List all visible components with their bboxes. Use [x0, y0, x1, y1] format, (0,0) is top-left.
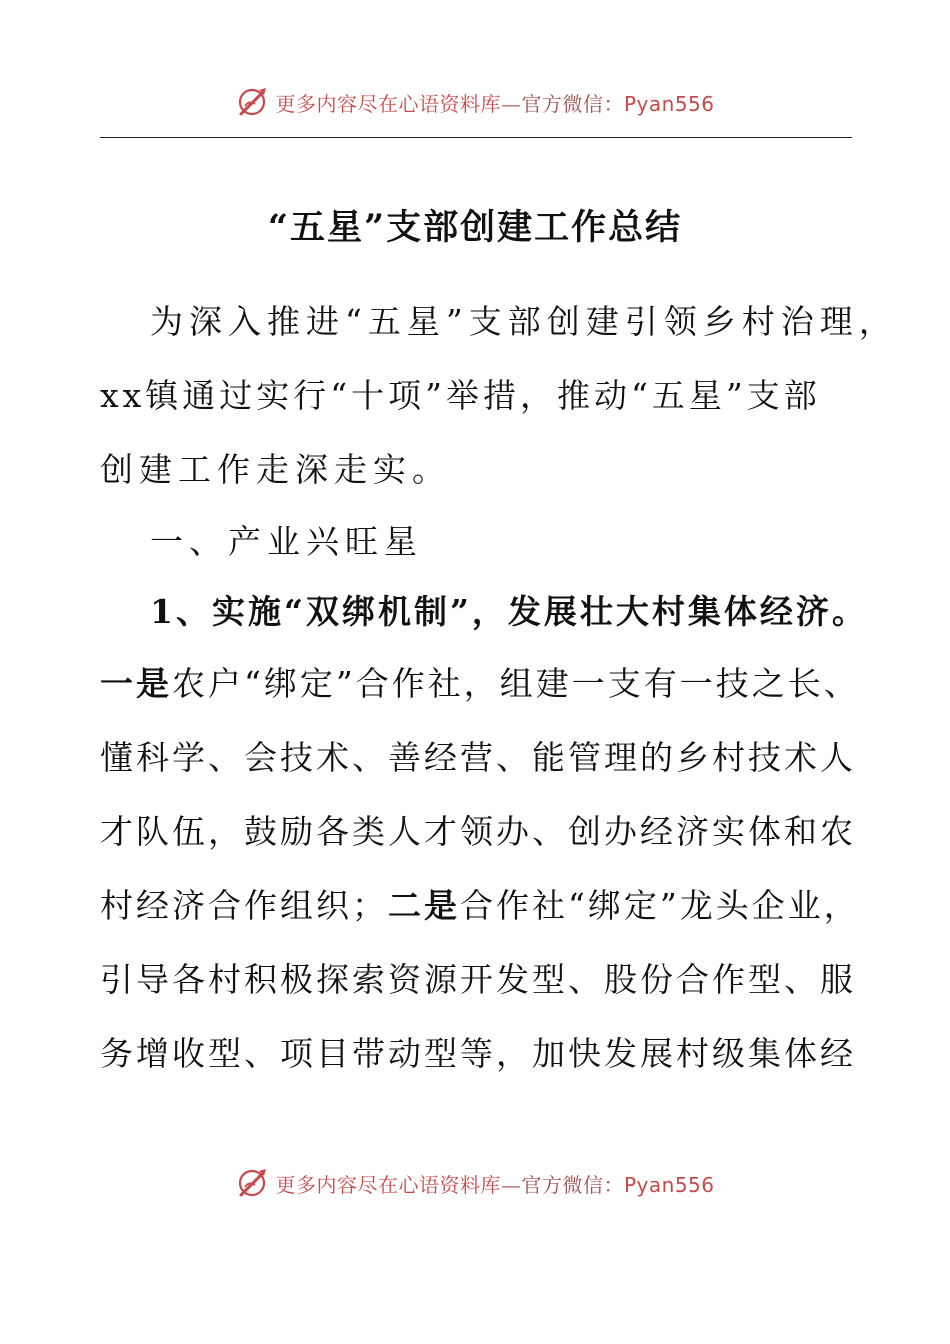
- header-wechat-id: Pyan556: [623, 91, 715, 116]
- paragraph-line-4: [100, 884, 860, 928]
- header-watermark-text: 更多内容尽在心语资料库: [275, 91, 501, 116]
- point-two-label: 二是: [388, 886, 460, 925]
- document-title: “五星”支部创建工作总结: [267, 207, 683, 248]
- header-wechat-label: 官方微信：: [521, 91, 624, 116]
- paragraph-line-1-text: 农户“绑定”合作社，组建一支有一技之长、: [172, 664, 860, 703]
- header-watermark: [0, 82, 950, 122]
- paragraph-line-2: 懂科学、会技术、善经营、能管理的乡村技术人: [100, 738, 856, 777]
- header-dash: —: [500, 91, 522, 116]
- subheading-1: 1、实施“双绑机制”，发展壮大村集体经济。: [150, 592, 868, 631]
- paragraph-line-3: 才队伍，鼓励各类人才领办、创办经济实体和农: [100, 812, 856, 851]
- pen-logo-icon: [235, 84, 271, 120]
- point-one-label: 一是: [100, 664, 172, 703]
- paragraph-line-5: 引导各村积极探索资源开发型、股份合作型、服: [100, 960, 856, 999]
- paragraph-line-4-a: 村经济合作组织；: [100, 886, 388, 925]
- footer-watermark: [0, 1163, 950, 1203]
- footer-wechat-id: Pyan556: [623, 1172, 715, 1197]
- intro-line-3: 创建工作走深走实。: [100, 450, 451, 489]
- pen-logo-icon: [235, 1165, 271, 1201]
- footer-watermark-text: 更多内容尽在心语资料库: [275, 1172, 501, 1197]
- header-divider: [100, 137, 852, 138]
- footer-wechat-label: 官方微信：: [521, 1172, 624, 1197]
- paragraph-line-4-b: 合作社“绑定”龙头企业，: [460, 886, 860, 925]
- paragraph-line-1: [100, 662, 860, 706]
- paragraph-line-6: 务增收型、项目带动型等，加快发展村级集体经: [100, 1034, 856, 1073]
- section-heading-1: 一、产业兴旺星: [150, 522, 423, 561]
- intro-line-2: xx镇通过实行“十项”举措，推动“五星”支部: [100, 376, 821, 415]
- footer-dash: —: [500, 1172, 522, 1197]
- intro-line-1: 为深入推进“五星”支部创建引领乡村治理，: [150, 302, 898, 341]
